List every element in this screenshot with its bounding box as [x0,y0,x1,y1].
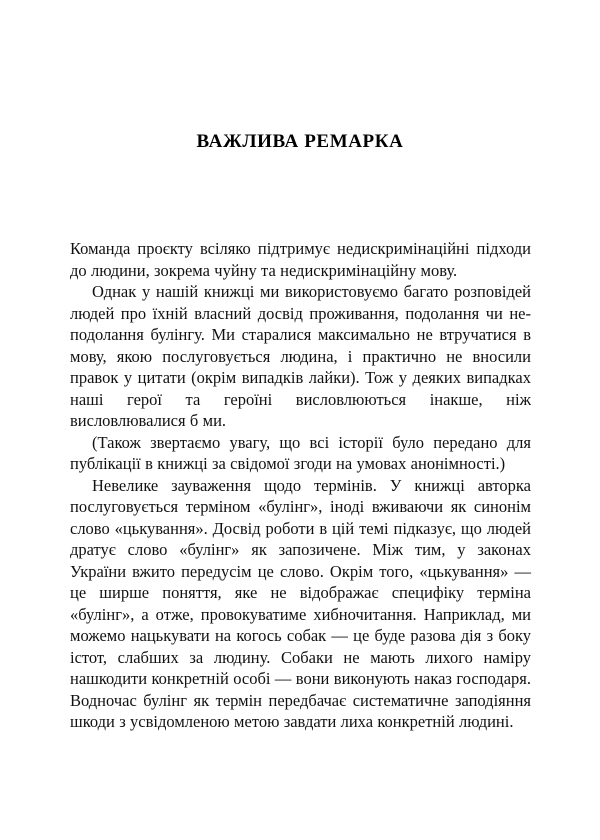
paragraph: Однак у нашій книжці ми використовуємо багато розповідей людей про їхній власний досвід проживання, подолання чи не-подолання булінгу. Ми старалися максимально не втручатися в мову, якою послуговується людина, і практично не вносили правок у цитати (окрім випадків лайки). Тож у деяких випадках наші герої та героїні висловлюються інакше, ніж висловлювалися б ми. [70,282,531,430]
body-text [70,238,531,733]
chapter-title: ВАЖЛИВА РЕМАРКА [196,131,404,152]
paragraph: (Також звертаємо увагу, що всі історії було передано для публікації в книжці за свідомої згоди на умовах анонімності.) [70,432,531,473]
paragraph: Команда проєкту всіляко підтримує недискримінаційні підходи до людини, зокрема чуйну та недискримінаційну мову. [70,239,531,280]
paragraph: Невелике зауваження щодо термінів. У книжці авторка послуговується терміном «булінг», іноді вживаючи як синонім слово «цькування». Досвід роботи в цій темі підказує, що людей дратує слово «булінг» як запозичене. Між тим, у законах України вжито передусім це слово. Окрім того, «цькування» — це ширше поняття, яке не відображає специфіку терміна «булінг», а отже, провокуватиме хибночитання. Наприклад, ми можемо нацькувати на когось собак — це буде разова дія з боку істот, слабших за людину. Собаки не мають лихого наміру нашкодити конкретній особі — вони виконують наказ господаря. Водночас булінг як термін передбачає систематичне заподіяння шкоди з усвідомленою метою завдати лиха конкретній людині. [70,475,531,731]
